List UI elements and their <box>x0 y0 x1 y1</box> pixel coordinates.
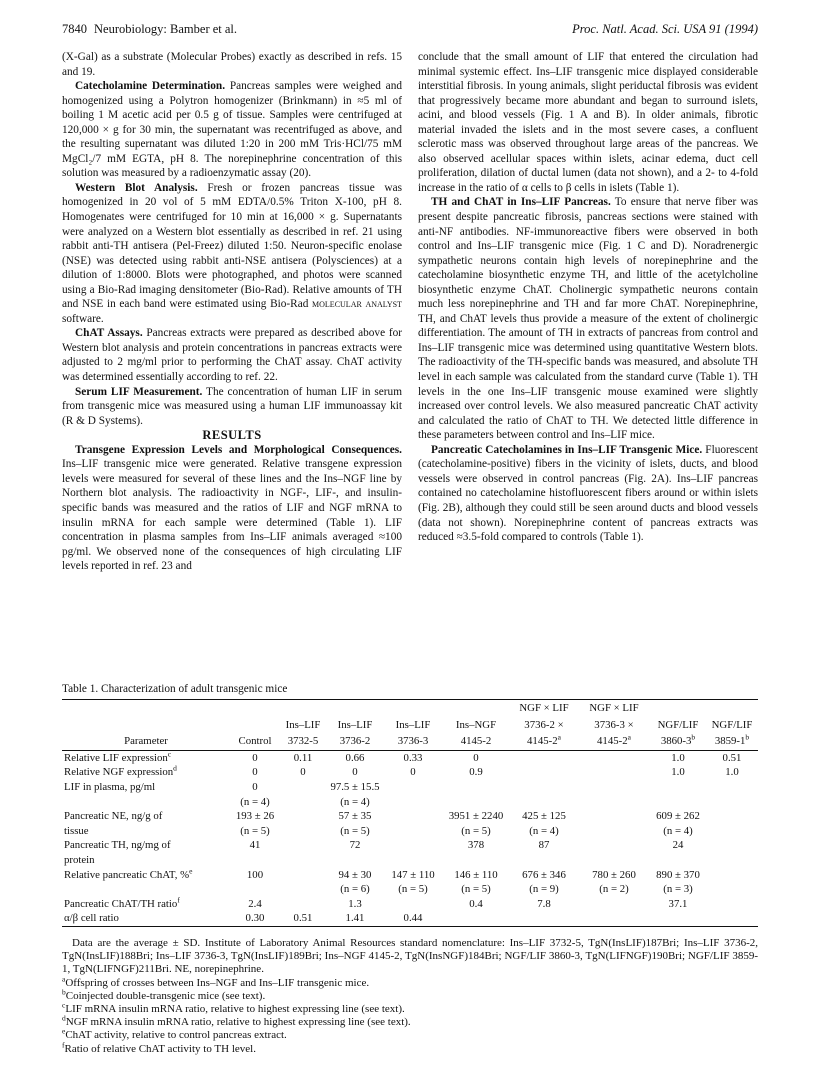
paragraph-text: Pancreas samples were weighed and homogenized using a Polytron homogenizer (Brinkmann) in ≈5 ml of boiling 1 M acetic acid per 0.5 g of tissue. Samples were centrifuged at 120,000 × g for 30 min, the supernatant was recentrifuged as above, and the resulting supernatant was diluted 1:20 in 200 mM Tris·HCl/75 mM MgCl₂/7 mM EGTA, pH 8. The norepinephrine concentration of this solution was measured by a radioenzymatic assay (20). <box>62 80 402 180</box>
table-cell <box>280 795 326 810</box>
left-column <box>62 50 402 574</box>
row-parameter: LIF in plasma, pg/ml <box>64 780 156 793</box>
table-cell: 100 <box>246 868 264 881</box>
table-cell <box>384 897 442 912</box>
table-cell: (n = 4) <box>529 824 559 837</box>
header-c8a: NGF/LIF <box>711 718 753 731</box>
row-parameter: Relative pancreatic ChAT, %$^e$ <box>64 865 193 881</box>
header-spacer <box>650 700 758 717</box>
table-cell: 0.33 <box>403 751 423 764</box>
header-c5a: NGF × LIF <box>510 700 578 717</box>
table-cell: (n = 5) <box>461 883 491 896</box>
header-c2a: Ins–LIF <box>337 718 373 731</box>
table-cell <box>280 897 326 912</box>
table-1 <box>62 699 758 927</box>
table-cell: 2.4 <box>248 897 262 910</box>
table-cell <box>578 853 650 868</box>
header-c4b: 4145-2 <box>442 733 510 750</box>
table-cell: 94 ± 30 <box>338 868 372 881</box>
footnote: $^b$Coinjected double-transgenic mice (see text). <box>62 987 266 1002</box>
table-cell <box>706 853 758 868</box>
table-row <box>62 882 758 897</box>
table-cell <box>442 795 510 810</box>
header-c7b: 3860-3$^b$ <box>650 733 706 750</box>
table-row <box>62 765 758 780</box>
footnote: $^c$LIF mRNA insulin mRNA ratio, relative to highest expressing line (see text). <box>62 1000 405 1016</box>
table-cell: 0.4 <box>469 897 483 910</box>
table-cell: 7.8 <box>537 897 551 910</box>
paragraph-text: Ins–LIF transgenic mice were generated. Relative transgene expression levels were measured for several of these lines and the Ins–NGF line by Northern blot analysis. The radioactivity in NGF-, LIF-, and insulin-specific bands was measured and the ratios of LIF and NGF mRNA to insulin mRNA for each sample were determined (Table 1). LIF concentration in plasma samples from Ins–LIF animals averaged ≈100 pg/ml. We observed none of the consequences of high circulating LIF levels reported in ref. 23 and <box>62 458 402 573</box>
table-cell: 0 <box>473 751 479 764</box>
table-cell <box>510 765 578 780</box>
table-cell: (n = 9) <box>529 883 559 896</box>
table-cell: (n = 4) <box>663 824 693 837</box>
header-c7a: NGF/LIF <box>657 718 699 731</box>
table-cell <box>280 809 326 824</box>
table-cell: 146 ± 110 <box>454 868 498 881</box>
header-c1b: 3732-5 <box>280 733 326 750</box>
table-cell <box>442 780 510 795</box>
table-cell: 1.3 <box>348 897 362 910</box>
header-c5b: 3736-2 × <box>524 718 564 731</box>
table-cell: 41 <box>249 839 261 852</box>
section-heading: Transgene Expression Levels and Morphological Consequences. <box>75 443 402 456</box>
row-parameter: Pancreatic NE, ng/g of <box>64 810 163 823</box>
table-row <box>62 824 758 839</box>
table-cell <box>510 911 578 926</box>
table-cell <box>230 853 280 868</box>
table-cell: 1.41 <box>326 911 384 926</box>
table-cell: (n = 5) <box>461 824 491 837</box>
table-cell: 97.5 ± 15.5 <box>330 780 380 793</box>
section-heading: Western Blot Analysis. <box>75 181 198 194</box>
table-row <box>62 780 758 795</box>
table-cell: 0.11 <box>293 751 313 764</box>
table-cell: 0.30 <box>230 911 280 926</box>
table-row <box>62 750 758 765</box>
table-cell <box>280 824 326 839</box>
table-cell: 780 ± 260 <box>592 868 636 881</box>
row-parameter: α/β cell ratio <box>62 911 230 926</box>
header-c1a: Ins–LIF <box>285 718 321 731</box>
table-cell <box>280 780 326 795</box>
paragraph-text: Pancreas extracts were prepared as described above for Western blot analysis and protein concentrations in pancreas extracts were adjusted to 2 mg/ml prior to performing the ChAT assay. ChAT activity was determined essentially according to ref. 22. <box>62 327 402 384</box>
row-parameter: Relative NGF expression$^d$ <box>64 763 177 779</box>
table-cell <box>326 853 384 868</box>
table-cell: 37.1 <box>668 897 688 910</box>
table-cell: 0.51 <box>280 911 326 926</box>
header-parameter: Parameter <box>62 733 230 750</box>
table-cell: (n = 3) <box>663 883 693 896</box>
paragraph: conclude that the small amount of LIF that entered the circulation had minimal systemic effect. Ins–LIF transgenic mice displayed considerable interstitial fibrosis. In young animals, slight periductal fibrosis was evident that progressively became more abundant and began to surround islets, acini, and blood vessels (Fig. 1 A and B). In older animals, fibrotic material invaded the islets and in the most severe cases, a confluent sclerotic mass was observed throughout large areas of the pancreas. We also observed acellular spaces within islets, acinar edema, duct cell proliferation, dilation of ductal lumen (data not shown), and a 2- to 4-fold increase in the ratio of α cells to β cells in islets (Table 1). <box>418 51 758 194</box>
table-cell <box>706 911 758 926</box>
table-cell: 3951 ± 2240 <box>448 810 504 823</box>
table-cell: 0 <box>252 751 258 764</box>
table-cell <box>706 838 758 853</box>
section-heading: Pancreatic Catecholamines in Ins–LIF Transgenic Mice. <box>431 443 703 456</box>
paragraph-text: Fluorescent (catecholamine-positive) fibers in the vicinity of islets, ducts, and blood vessels were observed in control pancreas (Fig. 2A). Ins–LIF pancreas contained no catecholamine histofluorescent fibers around or within islets (Fig. 2B), although they could still be seen around ducts and blood vessels (data not shown). Norepinephrine content of pancreas extracts was reduced ≈3.5-fold compared to controls (Table 1). <box>418 443 758 544</box>
table-cell <box>650 795 706 810</box>
paragraph-chat-assays <box>62 326 402 384</box>
page-header <box>62 22 758 38</box>
footnote: $^d$NGF mRNA insulin mRNA ratio, relative to highest expressing line (see text). <box>62 1013 411 1029</box>
footnote-list <box>62 973 758 1056</box>
table-cell <box>230 882 280 897</box>
table-cell <box>384 824 442 839</box>
table-cell <box>510 853 578 868</box>
table-cell: (n = 4) <box>240 795 270 808</box>
section-heading: TH and ChAT in Ins–LIF Pancreas. <box>431 196 611 209</box>
table-cell: 57 ± 35 <box>338 810 372 823</box>
table-cell <box>510 750 578 765</box>
table-cell: (n = 5) <box>340 824 370 837</box>
paragraph-th-chat <box>418 195 758 442</box>
table-cell <box>650 911 706 926</box>
table-cell <box>650 853 706 868</box>
paragraph: (X-Gal) as a substrate (Molecular Probes) exactly as described in refs. 15 and 19. <box>62 51 402 78</box>
row-parameter: Pancreatic ChAT/TH ratio$^f$ <box>64 895 180 910</box>
table-cell <box>280 868 326 883</box>
table-cell <box>578 809 650 824</box>
table-cell: (n = 5) <box>240 824 270 837</box>
row-parameter <box>62 795 230 810</box>
header-c3b: 3736-3 <box>384 733 442 750</box>
table-row <box>62 838 758 853</box>
table-cell: 0.9 <box>469 766 483 779</box>
paragraph-text: To ensure that nerve fiber was present despite pancreatic fibrosis, pancreas sections were stained with anti-NF antibodies. NF-immunoreactive fibers were observed in both control and Ins–LIF transgenic mice (Fig. 1 C and D). Noradrenergic sympathetic neurons contain high levels of norepinephrine and the catecholamine biosynthetic enzyme TH, and little of the acetylcholine biosynthetic enzyme ChAT. Cholinergic sympathetic neurons contain much less norepinephrine and TH and far more ChAT. Norepinephrine, TH, and ChAT levels thus provide a measure of the extent of cholinergic differentiation. The amount of TH in extracts of pancreas from control and Ins–LIF transgenic mice was determined using quantitative Western blots. The radioactivity of the TH-specific bands was measured, and absolute TH level in each sample was calculated from the standard curve (Table 1). TH levels in the one Ins–LIF transgenic mouse examined were slightly increased over control levels. We also measured pancreatic ChAT activity and calculated the ratio of ChAT to TH. We detected little difference in these parameters between control and Ins–LIF mice. <box>418 196 758 442</box>
table-cell <box>280 853 326 868</box>
table-cell: 890 ± 370 <box>656 868 700 881</box>
table-cell: 0 <box>300 766 306 779</box>
table-row <box>62 897 758 912</box>
table-cell: 1.0 <box>671 766 685 779</box>
row-parameter <box>62 882 230 897</box>
table-cell <box>706 897 758 912</box>
page-number: 7840 <box>62 22 87 36</box>
table-cell: 1.0 <box>671 751 685 764</box>
table-cell <box>578 750 650 765</box>
table-cell: 87 <box>538 839 550 852</box>
table-caption: Table 1. Characterization of adult transgenic mice <box>62 683 288 695</box>
section-heading: ChAT Assays. <box>75 327 143 340</box>
table-cell <box>384 795 442 810</box>
header-c6c: 4145-2$^a$ <box>578 733 650 750</box>
table-cell <box>706 795 758 810</box>
paragraph-catecholamine <box>62 79 402 181</box>
table-cell: (n = 2) <box>599 883 629 896</box>
table-cell: 0.66 <box>345 751 365 764</box>
table-cell: (n = 4) <box>340 795 370 808</box>
row-parameter: protein <box>64 853 95 866</box>
table-cell: 0 <box>410 766 416 779</box>
table-cell <box>510 780 578 795</box>
header-c8b: 3859-1$^b$ <box>706 733 758 750</box>
table-cell <box>578 795 650 810</box>
table-cell <box>578 780 650 795</box>
table-cell <box>650 780 706 795</box>
table-footnotes <box>62 937 758 1056</box>
table-cell <box>578 838 650 853</box>
footnote-main: Data are the average ± SD. Institute of Laboratory Animal Resources standard nomenclature: Ins–LIF 3732-5, TgN(InsLIF)187Bri; Ins–LIF 3736-2, TgN(InsLIF)188Bri; Ins–LIF 3736-3, TgN(InsLIF)189Bri; Ins–NGF 4145-2, TgN(InsNGF)184Bri; NGF/LIF 3860-3, TgN(LIFNGF)190Bri; NGF/LIF 3859-1, TgN(LIFNGF)211Bri. NE, norepinephrine. <box>62 937 758 976</box>
section-heading: Catecholamine Determination. <box>75 80 226 93</box>
table-cell: 0 <box>252 766 258 779</box>
table-cell <box>578 897 650 912</box>
table-cell <box>706 868 758 883</box>
row-parameter: tissue <box>64 824 89 837</box>
paragraph-text: Fresh or frozen pancreas tissue was homogenized in 20 vol of 5 mM EDTA/0.5% Triton X-100, pH 8. Homogenates were centrifuged for 10 min at 16,000 × g. Supernatants were analyzed on a Western blot essentially as described in ref. 21 using rabbit anti-TH antisera (Pel-Freez) diluted 1:50. Neuron-specific enolase (NSE) was detected using rabbit anti-NSE antisera (Polysciences) at a dilution of 1:8000. Blots were photographed, and photos were scanned using a Bio-Rad imaging densitometer (Bio-Rad). Relative amounts of TH and NSE in each band were estimated using Bio-Rad <box>62 181 402 311</box>
table-cell <box>280 838 326 853</box>
table-cell: 378 <box>467 839 485 852</box>
paragraph-text: The concentration of human LIF in serum from transgenic mice was measured using a human LIF immunoassay kit (R & D Systems). <box>62 385 402 427</box>
paragraph-text: software. <box>62 312 104 325</box>
table-cell <box>706 809 758 824</box>
row-parameter: Relative LIF expression$^c$ <box>64 749 172 764</box>
table-cell <box>280 882 326 897</box>
header-c2b: 3736-2 <box>326 733 384 750</box>
header-c4a: Ins–NGF <box>455 718 497 731</box>
header-spacer <box>62 700 510 717</box>
table-cell: 425 ± 125 <box>522 810 566 823</box>
table-cell <box>442 853 510 868</box>
table-cell <box>384 809 442 824</box>
table-cell <box>706 824 758 839</box>
table-cell <box>578 765 650 780</box>
header-c5c: 4145-2$^a$ <box>510 733 578 750</box>
running-title: Neurobiology: Bamber et al. <box>94 22 238 36</box>
table-row <box>62 853 758 868</box>
table-cell <box>578 911 650 926</box>
table-cell: 609 ± 262 <box>656 810 700 823</box>
header-control: Control <box>230 733 280 750</box>
table-cell <box>384 780 442 795</box>
table-cell: 0 <box>352 766 358 779</box>
journal-citation: Proc. Natl. Acad. Sci. USA 91 (1994) <box>572 22 758 36</box>
table-cell <box>442 911 510 926</box>
row-parameter: Pancreatic TH, ng/mg of <box>64 839 171 852</box>
paragraph-transgene-expression <box>62 443 402 574</box>
table-cell: 1.0 <box>725 766 739 779</box>
right-column <box>418 50 758 545</box>
table-row <box>62 795 758 810</box>
software-name: molecular analyst <box>312 298 402 311</box>
table-cell <box>384 838 442 853</box>
table-cell: 72 <box>349 839 361 852</box>
results-heading: RESULTS <box>202 428 262 443</box>
table-cell: 193 ± 26 <box>235 810 275 823</box>
table-row <box>62 911 758 926</box>
header-spacer <box>62 717 280 734</box>
paragraph-serum-lif <box>62 385 402 429</box>
footnote: $^a$Offspring of crosses between Ins–NGF and Ins–LIF transgenic mice. <box>62 973 370 989</box>
table-row <box>62 809 758 824</box>
paragraph-western-blot <box>62 181 402 326</box>
table-cell <box>706 882 758 897</box>
table-cell <box>578 824 650 839</box>
paragraph-catecholamines <box>418 443 758 545</box>
table-row <box>62 868 758 883</box>
footnote: $^e$ChAT activity, relative to control pancreas extract. <box>62 1026 287 1042</box>
table-cell: (n = 6) <box>340 883 370 896</box>
table-cell: 0.44 <box>384 911 442 926</box>
table-cell: 676 ± 346 <box>522 868 566 881</box>
header-c6b: 3736-3 × <box>594 718 634 731</box>
footnote: $^f$Ratio of relative ChAT activity to TH level. <box>62 1039 256 1055</box>
table-cell <box>706 780 758 795</box>
section-heading: Serum LIF Measurement. <box>75 385 203 398</box>
table-cell <box>510 795 578 810</box>
table-cell: 0 <box>252 780 258 793</box>
table-cell <box>384 853 442 868</box>
table-cell: 0.51 <box>722 751 742 764</box>
header-c3a: Ins–LIF <box>395 718 431 731</box>
table-cell: 24 <box>672 839 684 852</box>
table-cell: (n = 5) <box>398 883 428 896</box>
table-cell: 147 ± 110 <box>391 868 435 881</box>
header-c6a: NGF × LIF <box>578 700 650 717</box>
